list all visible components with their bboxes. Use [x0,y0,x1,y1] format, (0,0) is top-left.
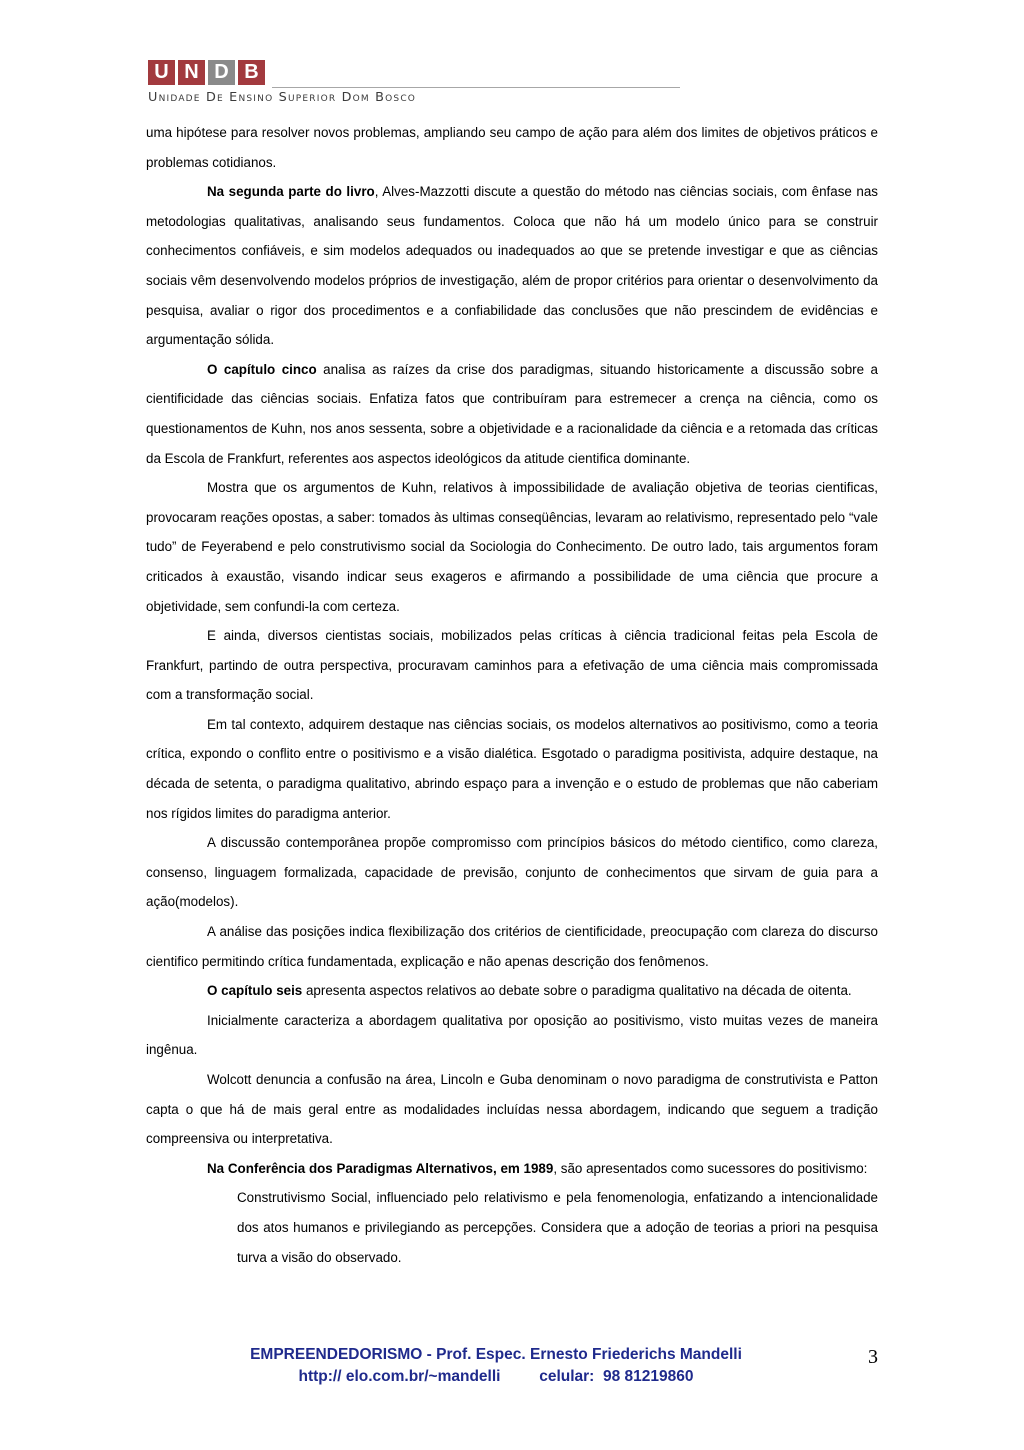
logo-letter-n: N [178,60,205,85]
paragraph-text: uma hipótese para resolver novos problemas, ampliando seu campo de ação para além dos limites de objetivos práticos e problemas cotidianos. [146,125,878,170]
logo-divider [272,87,680,88]
paragraph [146,976,878,1006]
paragraph [146,710,878,828]
paragraph [146,177,878,355]
page-number: 3 [868,1346,878,1368]
footer-contact-line: http:// elo.com.br/~mandelli celular: 98 81219860 [298,1368,694,1385]
paragraph [146,473,878,621]
institution-name: Unidade De Ensino Superior Dom Bosco [148,90,417,105]
paragraph-lead-bold: O capítulo seis [207,983,303,999]
paragraph-text: Mostra que os argumentos de Kuhn, relativos à impossibilidade de avaliação objetiva de teorias cientificas, provocaram reações opostas, a saber: tomados às ultimas conseqüências, levaram ao relativismo, representado pelo “vale tudo” de Feyerabend e pelo construtivismo social da Sociologia do Conhecimento. De outro lado, tais argumentos foram criticados à exaustão, visando indicar seus exageros e afirmando a possibilidade de uma ciência que procure a objetividade, sem confundi-la com certeza. [146,480,878,614]
logo-letter-u: U [148,60,175,85]
paragraph [146,917,878,976]
paragraph [146,1006,878,1065]
paragraph-text: Construtivismo Social, influenciado pelo relativismo e pela fenomenologia, enfatizando a intencionalidade dos atos humanos e privilegiando as percepções. Considera que a adoção de teorias a priori na pesquisa turva a visão do observado. [237,1190,878,1265]
paragraph-text: apresenta aspectos relativos ao debate sobre o paradigma qualitativo na década de oitenta. [302,983,852,999]
logo-letter-b: B [238,60,265,85]
paragraph-text: Wolcott denuncia a confusão na área, Lincoln e Guba denominam o novo paradigma de construtivista e Patton capta o que há de mais geral entre as modalidades incluídas nessa abordagem, indicando que seguem a tradição compreensiva ou interpretativa. [146,1072,878,1147]
paragraph [146,621,878,710]
paragraph-text: , são apresentados como sucessores do positivismo: [553,1160,868,1176]
paragraph [146,355,878,473]
paragraph-text: E ainda, diversos cientistas sociais, mobilizados pelas críticas à ciência tradicional feitas pela Escola de Frankfurt, partindo de outra perspectiva, procuravam caminhos para a efetivação de uma ciência mais compromissada com a transformação social. [146,628,878,703]
paragraph [146,828,878,917]
paragraph-text: analisa as raízes da crise dos paradigmas, situando historicamente a discussão sobre a cientificidade das ciências sociais. Enfatiza fatos que contribuíram para estremecer a crença na ciência, como os questionamentos de Kuhn, nos anos sessenta, sobre a objetividade e a racionalidade da ciência e a retomada das críticas da Escola de Frankfurt, referentes aos aspectos ideológicos da atitude cientifica dominante. [146,361,878,466]
paragraph-lead-bold: O capítulo cinco [207,361,317,377]
document-body [146,118,878,1272]
paragraph-lead-bold: Na Conferência dos Paradigmas Alternativos, em 1989 [207,1160,554,1176]
paragraph [146,1154,878,1184]
paragraph-text: , Alves-Mazzotti discute a questão do método nas ciências sociais, com ênfase nas metodologias qualitativas, analisando seus fundamentos. Coloca que não há um modelo único para se construir conhecimentos confiáveis, e sim modelos adequados ou inadequados ao que se pretende investigar e que as ciências sociais vêm desenvolvendo modelos próprios de investigação, além de propor critérios para orientar o desenvolvimento da pesquisa, avaliar o rigor dos procedimentos e a confiabilidade das conclusões que não prescindem de evidências e argumentação sólida. [146,184,878,348]
paragraph [146,1065,878,1154]
paragraph-text: A análise das posições indica flexibilização dos critérios de cientificidade, preocupação com clareza do discurso cientifico permitindo crítica fundamentada, explicação e não apenas descrição dos fenômenos. [146,924,878,969]
paragraph-text: Em tal contexto, adquirem destaque nas ciências sociais, os modelos alternativos ao positivismo, como a teoria crítica, expondo o conflito entre o positivismo e a visão dialética. Esgotado o paradigma positivista, adquire destaque, na década de setenta, o paradigma qualitativo, abrindo espaço para a invenção e o estudo de problemas que não caberiam nos rígidos limites do paradigma anterior. [146,716,878,821]
paragraph-text: Inicialmente caracteriza a abordagem qualitativa por oposição ao positivismo, visto muitas vezes de maneira ingênua. [146,1012,878,1058]
paragraph [146,118,878,177]
paragraph-text: A discussão contemporânea propõe compromisso com princípios básicos do método cientifico, como clareza, consenso, linguagem formalizada, capacidade de previsão, conjunto de conhecimentos que sirvam de guia para a ação(modelos). [146,835,878,910]
logo-letter-boxes [148,60,265,85]
list-item [237,1183,878,1272]
logo-letter-d: D [208,60,235,85]
paragraph-lead-bold: Na segunda parte do livro [207,184,375,200]
footer-course-line: EMPREENDEDORISMO - Prof. Espec. Ernesto Friederichs Mandelli [250,1346,742,1363]
institution-logo [148,60,417,105]
page-footer [146,1346,878,1396]
